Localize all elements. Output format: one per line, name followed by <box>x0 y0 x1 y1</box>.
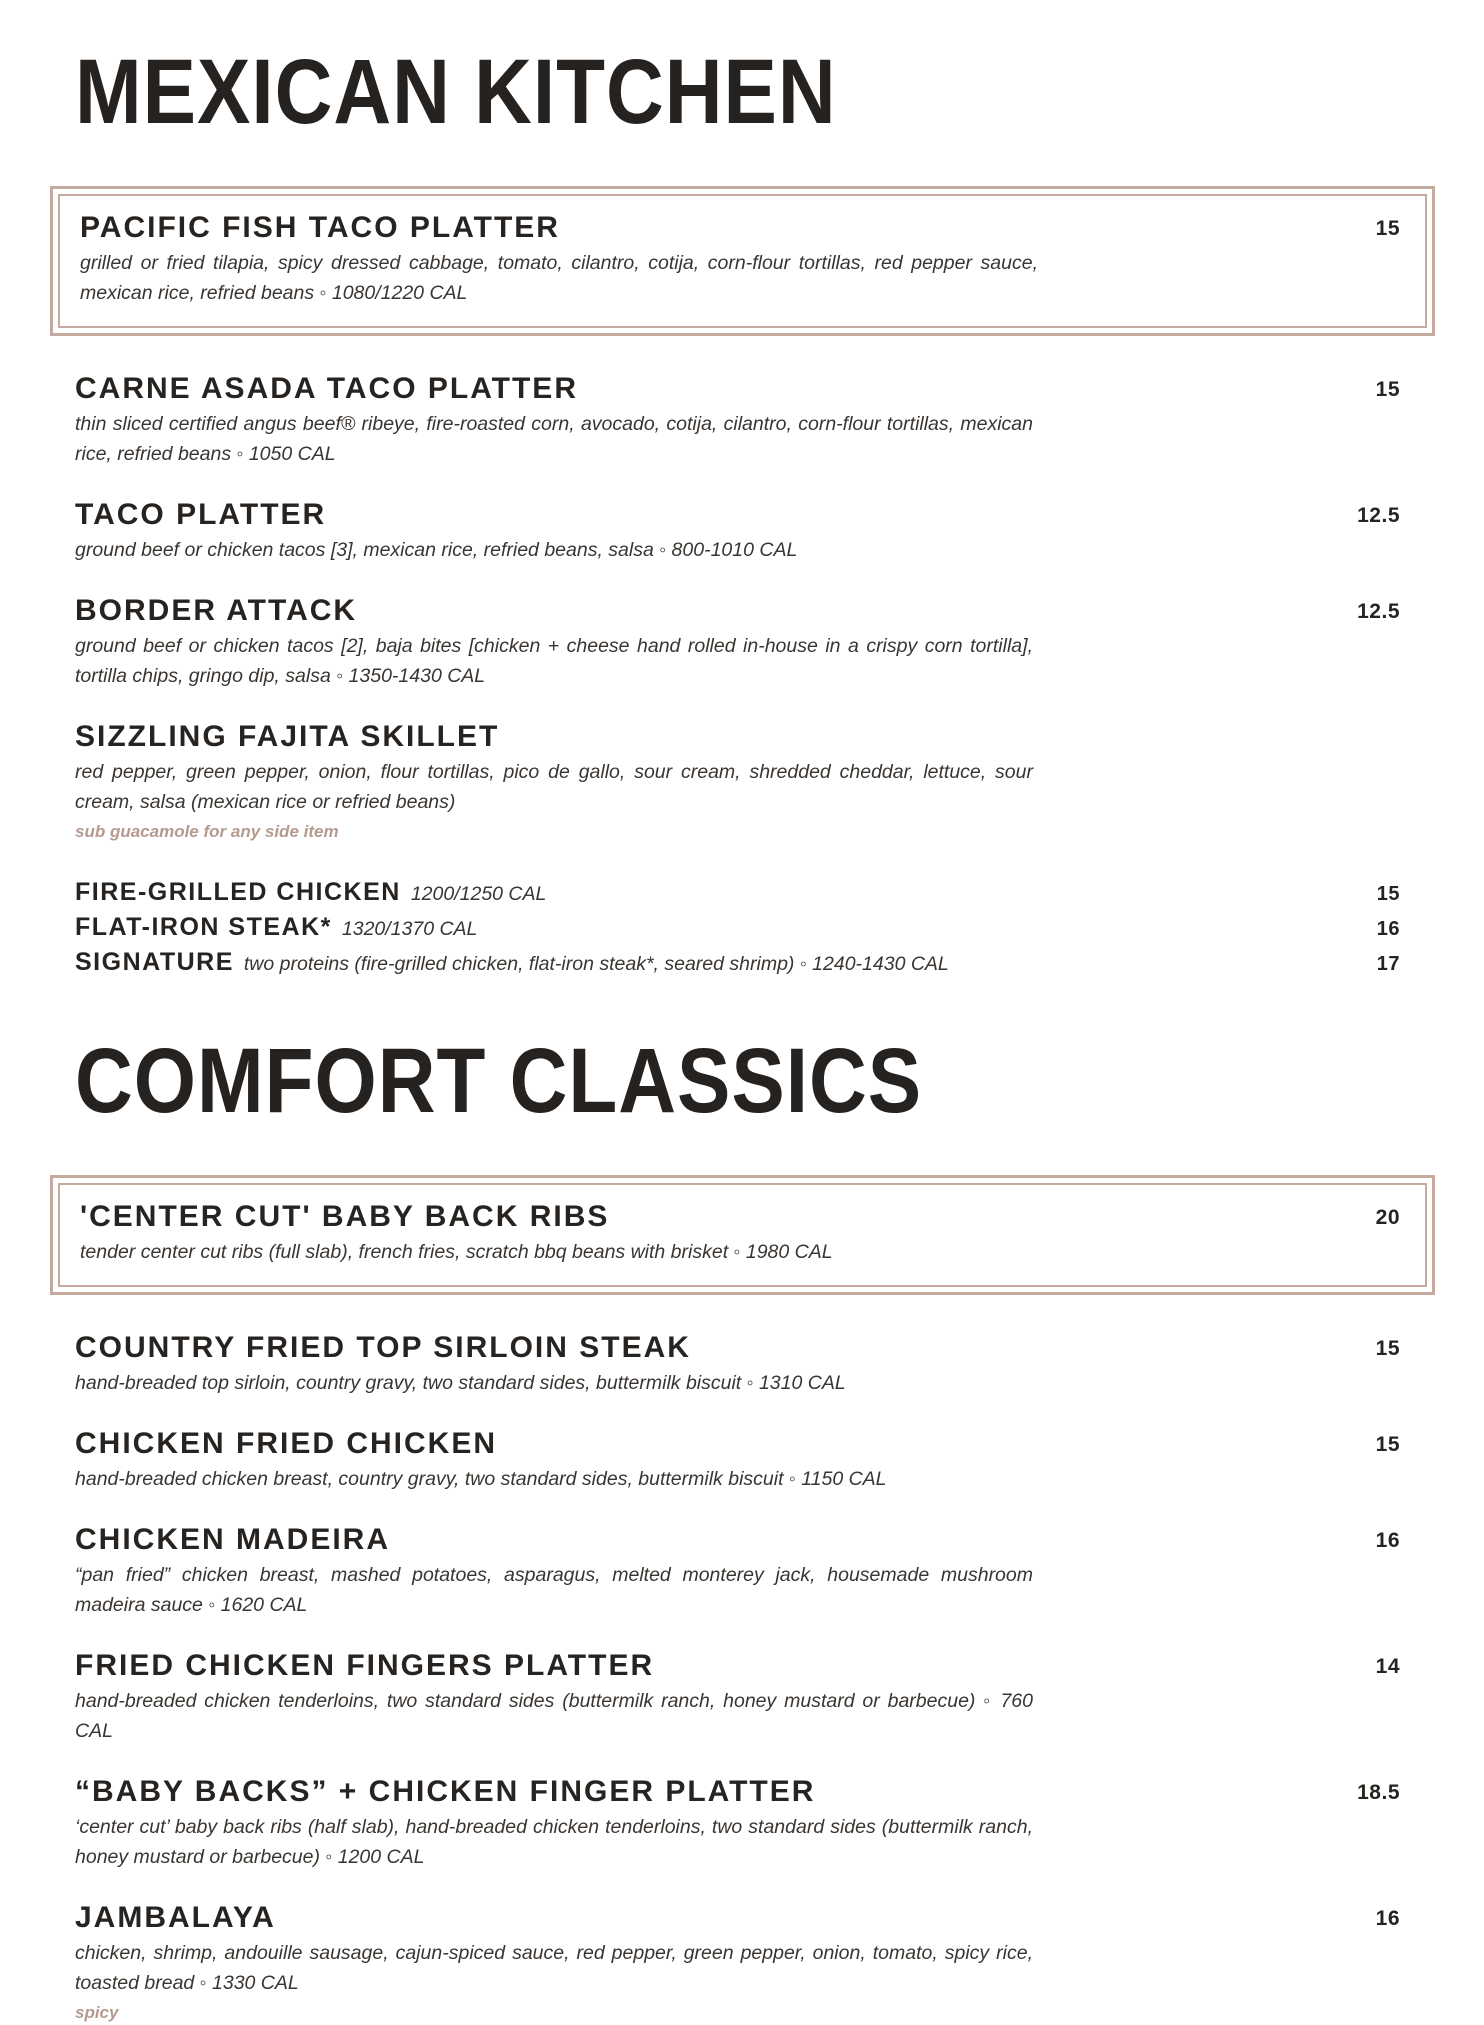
menu-item-header <box>80 211 1400 245</box>
menu-item-header <box>75 1523 1400 1557</box>
menu-item-name: CHICKEN FRIED CHICKEN <box>75 1427 498 1460</box>
fajita-protein-options <box>75 876 1400 981</box>
menu-item-note: sub guacamole for any side item <box>75 822 339 841</box>
menu-item-header <box>80 1200 1400 1234</box>
menu-item-note: spicy <box>75 2003 119 2022</box>
variant-detail: 1320/1370 CAL <box>341 918 478 940</box>
variant-signature <box>75 946 1400 981</box>
variant-price: 17 <box>1376 953 1400 975</box>
menu-item-header <box>75 372 1400 406</box>
menu-item-price: 15 <box>1375 1433 1400 1456</box>
section-title-mexican-kitchen: MEXICAN KITCHEN <box>75 40 837 143</box>
menu-item-description: hand-breaded top sirloin, country gravy, two standard sides, buttermilk biscuit ◦ 1310 CAL <box>75 1372 846 1394</box>
menu-item-description: tender center cut ribs (full slab), french fries, scratch bbq beans with brisket ◦ 1980 CAL <box>80 1241 833 1263</box>
menu-item-chicken-madeira <box>75 1523 1400 1620</box>
featured-item-box-inner <box>58 1183 1427 1287</box>
featured-item-box <box>50 186 1435 336</box>
menu-item-description: hand-breaded chicken breast, country gravy, two standard sides, buttermilk biscuit ◦ 1150 CAL <box>75 1468 887 1490</box>
menu-item-name: CARNE ASADA TACO PLATTER <box>75 372 578 405</box>
menu-item-name: PACIFIC FISH TACO PLATTER <box>80 211 560 244</box>
variant-detail: two proteins (fire-grilled chicken, flat-iron steak*, seared shrimp) ◦ 1240-1430 CAL <box>243 953 949 975</box>
menu-item-description: “pan fried” chicken breast, mashed potatoes, asparagus, melted monterey jack, housemade mushroom madeira sauce ◦ 1620 CAL <box>75 1564 1033 1616</box>
menu-item-carne-asada-taco-platter <box>75 372 1400 469</box>
variant-name: FIRE-GRILLED CHICKEN <box>75 878 401 906</box>
menu-item-price: 20 <box>1375 1206 1400 1229</box>
menu-item-description: thin sliced certified angus beef® ribeye, fire-roasted corn, avocado, cotija, cilantro, corn-flour tortillas, mexican rice, refried beans ◦ 1050 CAL <box>75 413 1033 465</box>
menu-item-name: CHICKEN MADEIRA <box>75 1523 390 1556</box>
variant-price: 15 <box>1376 883 1400 905</box>
menu-item-description: ground beef or chicken tacos [2], baja bites [chicken + cheese hand rolled in-house in a crispy corn tortilla], tortilla chips, gringo dip, salsa ◦ 1350-1430 CAL <box>75 635 1033 687</box>
menu-item-name: FRIED CHICKEN FINGERS PLATTER <box>75 1649 655 1682</box>
menu-item-center-cut-baby-back-ribs <box>80 1200 1400 1267</box>
menu-item-description: ‘center cut’ baby back ribs (half slab), hand-breaded chicken tenderloins, two standard sides (buttermilk ranch, honey mustard or barbecue) ◦ 1200 CAL <box>75 1816 1033 1868</box>
menu-item-price: 15 <box>1375 1337 1400 1360</box>
menu-item-description: hand-breaded chicken tenderloins, two standard sides (buttermilk ranch, honey mustard or barbecue) ◦ 760 CAL <box>75 1690 1033 1742</box>
menu-item-description: chicken, shrimp, andouille sausage, cajun-spiced sauce, red pepper, green pepper, onion, tomato, spicy rice, toasted bread ◦ 1330 CAL <box>75 1942 1033 1994</box>
menu-item-price: 16 <box>1375 1907 1400 1930</box>
menu-item-header <box>75 720 1400 754</box>
section-mexican-kitchen <box>75 40 1400 981</box>
menu-item-price: 15 <box>1375 217 1400 240</box>
menu-item-description: ground beef or chicken tacos [3], mexican rice, refried beans, salsa ◦ 800-1010 CAL <box>75 539 798 561</box>
menu-item-description: grilled or fried tilapia, spicy dressed cabbage, tomato, cilantro, cotija, corn-flour tortillas, red pepper sauce, mexican rice, refried beans ◦ 1080/1220 CAL <box>80 252 1038 304</box>
variant-fire-grilled-chicken <box>75 876 1400 911</box>
menu-item-header <box>75 1331 1400 1365</box>
menu-item-fried-chicken-fingers-platter <box>75 1649 1400 1746</box>
featured-item-box-inner <box>58 194 1427 328</box>
variant-price: 16 <box>1376 918 1400 940</box>
menu-item-price: 14 <box>1375 1655 1400 1678</box>
menu-item-country-fried-top-sirloin-steak <box>75 1331 1400 1398</box>
variant-detail: 1200/1250 CAL <box>410 883 547 905</box>
menu-item-price: 18.5 <box>1357 1781 1400 1804</box>
menu-item-chicken-fried-chicken <box>75 1427 1400 1494</box>
menu-item-name: SIZZLING FAJITA SKILLET <box>75 720 500 753</box>
section-comfort-classics <box>75 1029 1400 2025</box>
menu-item-price: 12.5 <box>1357 504 1400 527</box>
menu-item-description: red pepper, green pepper, onion, flour tortillas, pico de gallo, sour cream, shredded cheddar, lettuce, sour cream, salsa (mexican rice or refried beans) <box>75 761 1033 813</box>
menu-item-taco-platter <box>75 498 1400 565</box>
menu-item-header <box>75 1427 1400 1461</box>
menu-item-baby-backs-chicken-finger-platter <box>75 1775 1400 1872</box>
menu-item-name: TACO PLATTER <box>75 498 327 531</box>
variant-flat-iron-steak <box>75 911 1400 946</box>
section-title-comfort-classics: COMFORT CLASSICS <box>75 1029 923 1132</box>
menu-item-name: BORDER ATTACK <box>75 594 358 627</box>
menu-item-price: 15 <box>1375 378 1400 401</box>
menu-item-header <box>75 1901 1400 1935</box>
featured-item-box <box>50 1175 1435 1295</box>
menu-item-name: 'CENTER CUT' BABY BACK RIBS <box>80 1200 610 1233</box>
menu-item-name: “BABY BACKS” + CHICKEN FINGER PLATTER <box>75 1775 816 1808</box>
menu-item-border-attack <box>75 594 1400 691</box>
menu-item-pacific-fish-taco-platter <box>80 211 1400 308</box>
menu-item-price: 16 <box>1375 1529 1400 1552</box>
variant-name: FLAT-IRON STEAK* <box>75 913 332 941</box>
menu-item-price: 12.5 <box>1357 600 1400 623</box>
menu-item-header <box>75 1775 1400 1809</box>
menu-item-header <box>75 1649 1400 1683</box>
menu-item-header <box>75 498 1400 532</box>
menu-item-sizzling-fajita-skillet <box>75 720 1400 981</box>
menu-item-name: JAMBALAYA <box>75 1901 276 1934</box>
menu-item-header <box>75 594 1400 628</box>
menu-item-name: COUNTRY FRIED TOP SIRLOIN STEAK <box>75 1331 691 1364</box>
variant-name: SIGNATURE <box>75 948 234 976</box>
